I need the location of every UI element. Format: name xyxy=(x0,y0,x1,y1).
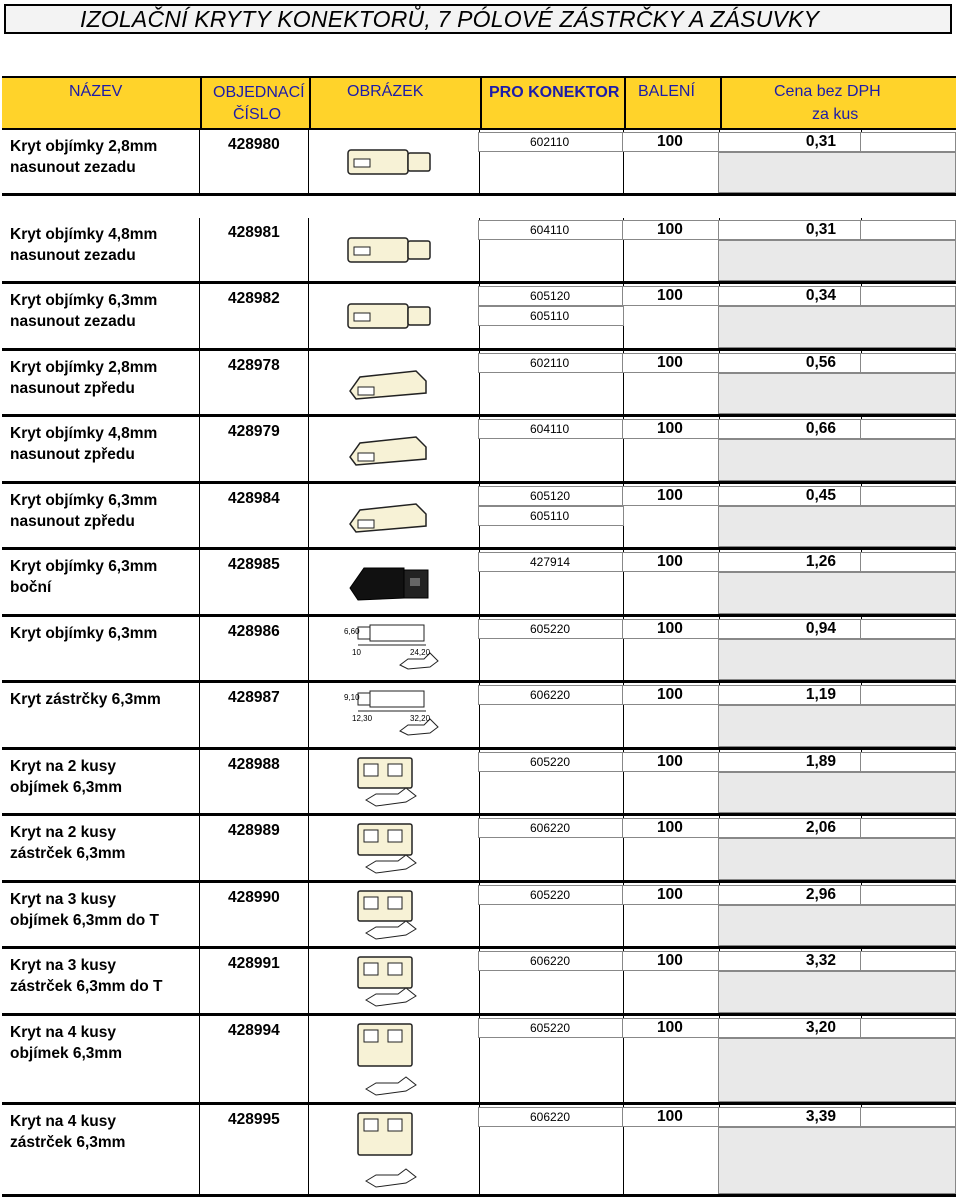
product-name: Kryt objímky 6,3mm nasunout zpředu xyxy=(10,492,158,530)
order-number: 428990 xyxy=(228,889,280,906)
column-divider xyxy=(199,484,200,547)
pack-quantity: 100 xyxy=(657,753,683,770)
column-divider xyxy=(308,1105,309,1194)
order-number: 428982 xyxy=(228,290,280,307)
unit-price: 0,56 xyxy=(805,354,836,371)
column-divider xyxy=(308,284,309,348)
price-cell xyxy=(718,951,862,971)
order-number: 428980 xyxy=(228,136,280,153)
order-number: 428984 xyxy=(228,490,280,507)
price-grey-cell xyxy=(718,1127,956,1194)
price-grey-cell xyxy=(718,572,956,614)
pack-quantity: 100 xyxy=(657,886,683,903)
table-row xyxy=(0,750,958,816)
price-cell xyxy=(718,818,862,838)
pack-quantity: 100 xyxy=(657,287,683,304)
product-name: Kryt objímky 2,8mm nasunout zezadu xyxy=(10,138,158,176)
column-divider xyxy=(199,130,200,193)
unit-price: 0,66 xyxy=(805,420,836,437)
pack-quantity: 100 xyxy=(657,620,683,637)
header-price-1: Cena bez DPH xyxy=(774,83,881,100)
connector-number-2: 605110 xyxy=(530,309,570,323)
pack-quantity: 100 xyxy=(657,354,683,371)
product-name: Kryt objímky 4,8mm nasunout zpředu xyxy=(10,425,158,463)
connector-number: 605120 xyxy=(530,289,571,303)
table-row xyxy=(0,351,958,417)
unit-price: 2,96 xyxy=(805,886,836,903)
price-cell xyxy=(718,685,862,705)
column-divider xyxy=(199,883,200,946)
extra-cell xyxy=(860,552,956,572)
price-grey-cell xyxy=(718,1038,956,1102)
quad-socket-cover-icon xyxy=(330,1018,450,1106)
order-number: 428985 xyxy=(228,556,280,573)
dimension-label: 6,60 xyxy=(344,627,360,636)
connector-number: 602110 xyxy=(530,135,570,149)
table-row xyxy=(0,218,958,284)
price-cell xyxy=(718,353,862,373)
price-cell xyxy=(718,419,862,439)
product-name: Kryt objímky 6,3mm xyxy=(10,625,158,642)
connector-number-2: 605110 xyxy=(530,509,570,523)
connector-number: 605220 xyxy=(530,622,571,636)
column-divider xyxy=(199,284,200,348)
connector-number: 605120 xyxy=(530,489,571,503)
header-connector: PRO KONEKTOR xyxy=(489,84,620,101)
pack-quantity: 100 xyxy=(657,553,683,570)
pack-quantity: 100 xyxy=(657,487,683,504)
header-name: NÁZEV xyxy=(69,83,123,100)
header-divider xyxy=(200,78,202,128)
extra-cell xyxy=(860,685,956,705)
table-row xyxy=(0,484,958,550)
header-divider xyxy=(480,78,482,128)
price-cell xyxy=(718,619,862,639)
table-row xyxy=(0,683,958,750)
header-divider xyxy=(624,78,626,128)
price-cell xyxy=(718,486,862,506)
column-divider xyxy=(308,351,309,414)
price-cell xyxy=(718,1018,862,1038)
order-number: 428986 xyxy=(228,623,280,640)
order-number: 428987 xyxy=(228,689,280,706)
column-divider xyxy=(308,1016,309,1102)
order-number: 428991 xyxy=(228,955,280,972)
price-cell xyxy=(718,286,862,306)
extra-cell xyxy=(860,619,956,639)
rear-cover-small-icon xyxy=(330,132,450,197)
order-number: 428995 xyxy=(228,1111,280,1128)
product-name: Kryt objímky 4,8mm nasunout zezadu xyxy=(10,226,158,264)
price-grey-cell xyxy=(718,772,956,813)
connector-number: 605220 xyxy=(530,1021,571,1035)
table-row xyxy=(0,883,958,949)
column-divider xyxy=(308,417,309,481)
unit-price: 3,39 xyxy=(805,1108,836,1125)
connector-number: 606220 xyxy=(530,954,571,968)
pack-quantity: 100 xyxy=(657,952,683,969)
extra-cell xyxy=(860,752,956,772)
unit-price: 3,20 xyxy=(805,1019,836,1036)
column-divider xyxy=(199,683,200,747)
connector-number: 427914 xyxy=(530,555,571,569)
column-divider xyxy=(199,1105,200,1194)
column-divider xyxy=(199,417,200,481)
unit-price: 1,19 xyxy=(805,686,836,703)
triple-plug-cover-icon xyxy=(330,951,450,1017)
header-order-2: ČÍSLO xyxy=(233,106,282,123)
extra-cell xyxy=(860,353,956,373)
connector-number: 606220 xyxy=(530,821,571,835)
dimension-label: 12,30 xyxy=(352,714,373,723)
price-grey-cell xyxy=(718,971,956,1013)
side-cover-black-icon xyxy=(330,552,450,618)
product-name: Kryt na 2 kusy objímek 6,3mm xyxy=(10,758,122,796)
extra-cell xyxy=(860,1018,956,1038)
column-divider xyxy=(199,1016,200,1102)
unit-price: 0,94 xyxy=(805,620,836,637)
unit-price: 0,31 xyxy=(805,133,836,150)
connector-number: 605220 xyxy=(530,888,571,902)
table-row xyxy=(0,949,958,1016)
unit-price: 2,06 xyxy=(805,819,836,836)
extra-cell xyxy=(860,286,956,306)
column-divider xyxy=(199,351,200,414)
table-row xyxy=(0,130,958,196)
column-divider xyxy=(199,949,200,1013)
unit-price: 3,32 xyxy=(805,952,836,969)
double-plug-cover-icon xyxy=(330,818,450,884)
pack-quantity: 100 xyxy=(657,133,683,150)
page-title-box xyxy=(4,4,952,34)
dimension-label: 9,10 xyxy=(344,693,360,702)
unit-price: 0,31 xyxy=(805,221,836,238)
price-grey-cell xyxy=(718,152,956,193)
table-row xyxy=(0,617,958,683)
column-divider xyxy=(308,617,309,680)
connector-number: 604110 xyxy=(530,223,570,237)
order-number: 428988 xyxy=(228,756,280,773)
price-cell xyxy=(718,220,862,240)
product-name: Kryt na 2 kusy zástrček 6,3mm xyxy=(10,824,126,862)
extra-cell xyxy=(860,818,956,838)
price-cell xyxy=(718,885,862,905)
table-row xyxy=(0,417,958,484)
pack-quantity: 100 xyxy=(657,819,683,836)
column-divider xyxy=(308,883,309,946)
row-divider xyxy=(2,193,956,196)
table-row xyxy=(0,550,958,617)
double-socket-cover-icon xyxy=(330,752,450,817)
column-divider xyxy=(199,550,200,614)
unit-price: 1,89 xyxy=(805,753,836,770)
price-grey-cell xyxy=(718,705,956,747)
header-image: OBRÁZEK xyxy=(347,83,424,100)
product-name: Kryt zástrčky 6,3mm xyxy=(10,691,161,708)
extra-cell xyxy=(860,419,956,439)
column-divider xyxy=(308,484,309,547)
price-grey-cell xyxy=(718,905,956,946)
column-divider xyxy=(308,949,309,1013)
connector-number: 604110 xyxy=(530,422,570,436)
header-order-1: OBJEDNACÍ xyxy=(213,84,305,101)
connector-number: 606220 xyxy=(530,688,571,702)
product-name: Kryt na 3 kusy zástrček 6,3mm do T xyxy=(10,957,163,995)
column-divider xyxy=(199,617,200,680)
price-grey-cell xyxy=(718,639,956,680)
connector-number: 602110 xyxy=(530,356,570,370)
column-divider xyxy=(308,550,309,614)
price-grey-cell xyxy=(718,838,956,880)
extra-cell xyxy=(860,885,956,905)
pack-quantity: 100 xyxy=(657,221,683,238)
extra-cell xyxy=(860,486,956,506)
order-number: 428978 xyxy=(228,357,280,374)
table-row xyxy=(0,816,958,883)
order-number: 428979 xyxy=(228,423,280,440)
product-table xyxy=(0,76,958,1197)
rear-cover-medium-icon xyxy=(330,220,450,285)
price-grey-cell xyxy=(718,240,956,281)
table-header xyxy=(2,76,956,130)
dimension-label: 32,20 xyxy=(410,714,431,723)
table-row xyxy=(0,284,958,351)
extra-cell xyxy=(860,951,956,971)
header-pack: BALENÍ xyxy=(638,83,695,100)
front-cover-large-icon xyxy=(330,486,450,551)
price-cell xyxy=(718,752,862,772)
product-name: Kryt na 4 kusy objímek 6,3mm xyxy=(10,1024,122,1062)
product-name: Kryt na 4 kusy zástrček 6,3mm xyxy=(10,1113,126,1151)
column-divider xyxy=(199,816,200,880)
pack-quantity: 100 xyxy=(657,1019,683,1036)
unit-price: 0,34 xyxy=(805,287,836,304)
connector-number: 605220 xyxy=(530,755,571,769)
column-divider xyxy=(199,218,200,281)
price-grey-cell xyxy=(718,306,956,348)
price-cell xyxy=(718,552,862,572)
header-price-2: za kus xyxy=(812,106,859,123)
product-name: Kryt objímky 6,3mm nasunout zezadu xyxy=(10,292,158,330)
page-title: IZOLAČNÍ KRYTY KONEKTORŮ, 7 PÓLOVÉ ZÁSTRČKY A ZÁSUVKY xyxy=(80,5,820,32)
front-cover-medium-icon xyxy=(330,419,450,485)
column-divider xyxy=(308,683,309,747)
header-divider xyxy=(309,78,311,128)
column-divider xyxy=(308,218,309,281)
rear-cover-large-icon xyxy=(330,286,450,352)
extra-cell xyxy=(860,1107,956,1127)
unit-price: 0,45 xyxy=(805,487,836,504)
extra-cell xyxy=(860,220,956,240)
column-divider xyxy=(308,750,309,813)
pack-quantity: 100 xyxy=(657,1108,683,1125)
product-name: Kryt objímky 6,3mm boční xyxy=(10,558,158,596)
pack-quantity: 100 xyxy=(657,420,683,437)
column-divider xyxy=(199,750,200,813)
product-name: Kryt objímky 2,8mm nasunout zpředu xyxy=(10,359,158,397)
connector-number: 606220 xyxy=(530,1110,571,1124)
price-grey-cell xyxy=(718,506,956,547)
column-divider xyxy=(308,816,309,880)
pack-quantity: 100 xyxy=(657,686,683,703)
unit-price: 1,26 xyxy=(805,553,836,570)
order-number: 428994 xyxy=(228,1022,280,1039)
price-grey-cell xyxy=(718,439,956,481)
header-divider xyxy=(720,78,722,128)
quad-plug-cover-icon xyxy=(330,1107,450,1198)
price-cell xyxy=(718,1107,862,1127)
column-divider xyxy=(308,130,309,193)
triple-socket-cover-icon xyxy=(330,885,450,950)
dimension-label: 24,20 xyxy=(410,648,431,657)
price-grey-cell xyxy=(718,373,956,414)
extra-cell xyxy=(860,132,956,152)
front-cover-small-icon xyxy=(330,353,450,418)
order-number: 428981 xyxy=(228,224,280,241)
dimension-label: 10 xyxy=(352,648,361,657)
table-row xyxy=(0,1105,958,1197)
order-number: 428989 xyxy=(228,822,280,839)
product-name: Kryt na 3 kusy objímek 6,3mm do T xyxy=(10,891,160,929)
price-cell xyxy=(718,132,862,152)
table-row xyxy=(0,1016,958,1105)
